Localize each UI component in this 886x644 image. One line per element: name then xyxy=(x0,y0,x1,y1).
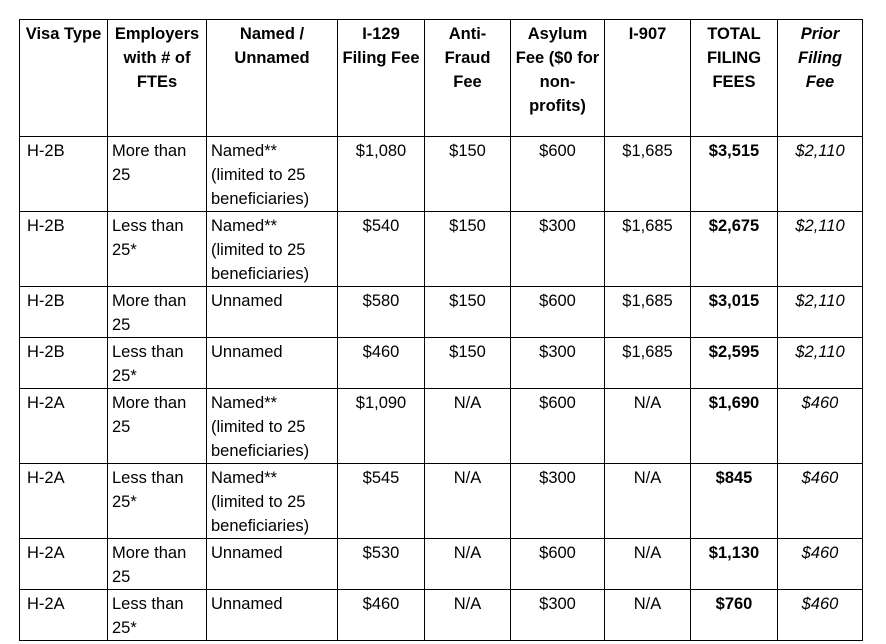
cell-visa-type: H-2A xyxy=(20,389,108,464)
cell-named: Named** (limited to 25 beneficiaries) xyxy=(207,464,338,539)
cell-employers: Less than 25* xyxy=(108,212,207,287)
cell-asylum: $300 xyxy=(511,212,605,287)
cell-i907: $1,685 xyxy=(605,212,691,287)
cell-visa-type: H-2A xyxy=(20,464,108,539)
cell-prior-fee: $2,110 xyxy=(778,338,863,389)
cell-prior-fee: $2,110 xyxy=(778,287,863,338)
cell-employers: More than 25 xyxy=(108,287,207,338)
cell-asylum: $600 xyxy=(511,137,605,212)
cell-named: Named** (limited to 25 beneficiaries) xyxy=(207,389,338,464)
cell-anti-fraud: N/A xyxy=(425,590,511,641)
header-prior-filing-fee: Prior Filing Fee xyxy=(778,20,863,137)
cell-i907: N/A xyxy=(605,590,691,641)
cell-i907: $1,685 xyxy=(605,338,691,389)
cell-employers: Less than 25* xyxy=(108,590,207,641)
cell-employers: Less than 25* xyxy=(108,338,207,389)
table-row xyxy=(20,287,863,338)
header-employers-ftes: Employers with # of FTEs xyxy=(108,20,207,137)
cell-asylum: $300 xyxy=(511,464,605,539)
cell-total: $760 xyxy=(691,590,778,641)
cell-anti-fraud: $150 xyxy=(425,212,511,287)
cell-anti-fraud: $150 xyxy=(425,338,511,389)
cell-named: Unnamed xyxy=(207,590,338,641)
cell-total: $3,515 xyxy=(691,137,778,212)
header-anti-fraud-fee: Anti-Fraud Fee xyxy=(425,20,511,137)
fee-table-container xyxy=(19,19,863,641)
cell-employers: More than 25 xyxy=(108,539,207,590)
cell-i907: N/A xyxy=(605,389,691,464)
cell-employers: More than 25 xyxy=(108,389,207,464)
cell-i907: N/A xyxy=(605,539,691,590)
table-row xyxy=(20,464,863,539)
cell-asylum: $300 xyxy=(511,338,605,389)
cell-prior-fee: $460 xyxy=(778,590,863,641)
header-visa-type: Visa Type xyxy=(20,20,108,137)
cell-anti-fraud: N/A xyxy=(425,539,511,590)
cell-asylum: $600 xyxy=(511,389,605,464)
table-row xyxy=(20,539,863,590)
cell-prior-fee: $460 xyxy=(778,389,863,464)
fee-table xyxy=(19,19,863,641)
table-row xyxy=(20,590,863,641)
cell-prior-fee: $2,110 xyxy=(778,137,863,212)
cell-named: Unnamed xyxy=(207,287,338,338)
header-asylum-fee: Asylum Fee ($0 for non-profits) xyxy=(511,20,605,137)
header-i907: I-907 xyxy=(605,20,691,137)
header-i129-fee: I-129 Filing Fee xyxy=(338,20,425,137)
cell-total: $3,015 xyxy=(691,287,778,338)
cell-total: $2,595 xyxy=(691,338,778,389)
cell-i129: $1,090 xyxy=(338,389,425,464)
cell-named: Unnamed xyxy=(207,338,338,389)
cell-visa-type: H-2B xyxy=(20,137,108,212)
cell-i907: $1,685 xyxy=(605,287,691,338)
cell-prior-fee: $460 xyxy=(778,464,863,539)
table-row xyxy=(20,212,863,287)
cell-anti-fraud: $150 xyxy=(425,137,511,212)
cell-visa-type: H-2B xyxy=(20,287,108,338)
cell-prior-fee: $2,110 xyxy=(778,212,863,287)
cell-employers: More than 25 xyxy=(108,137,207,212)
cell-total: $1,130 xyxy=(691,539,778,590)
header-named-unnamed: Named / Unnamed xyxy=(207,20,338,137)
cell-i129: $460 xyxy=(338,338,425,389)
cell-total: $845 xyxy=(691,464,778,539)
table-row xyxy=(20,338,863,389)
header-total-filing-fees: TOTAL FILING FEES xyxy=(691,20,778,137)
cell-asylum: $300 xyxy=(511,590,605,641)
table-row xyxy=(20,389,863,464)
cell-i907: N/A xyxy=(605,464,691,539)
cell-i907: $1,685 xyxy=(605,137,691,212)
cell-employers: Less than 25* xyxy=(108,464,207,539)
cell-visa-type: H-2A xyxy=(20,539,108,590)
table-row xyxy=(20,137,863,212)
cell-visa-type: H-2A xyxy=(20,590,108,641)
cell-anti-fraud: $150 xyxy=(425,287,511,338)
cell-asylum: $600 xyxy=(511,539,605,590)
cell-named: Named** (limited to 25 beneficiaries) xyxy=(207,212,338,287)
cell-total: $2,675 xyxy=(691,212,778,287)
cell-i129: $1,080 xyxy=(338,137,425,212)
cell-i129: $580 xyxy=(338,287,425,338)
cell-asylum: $600 xyxy=(511,287,605,338)
cell-prior-fee: $460 xyxy=(778,539,863,590)
cell-i129: $540 xyxy=(338,212,425,287)
cell-anti-fraud: N/A xyxy=(425,464,511,539)
cell-i129: $545 xyxy=(338,464,425,539)
cell-named: Named** (limited to 25 beneficiaries) xyxy=(207,137,338,212)
cell-total: $1,690 xyxy=(691,389,778,464)
cell-visa-type: H-2B xyxy=(20,212,108,287)
cell-i129: $460 xyxy=(338,590,425,641)
cell-i129: $530 xyxy=(338,539,425,590)
cell-named: Unnamed xyxy=(207,539,338,590)
header-row xyxy=(20,20,863,137)
cell-anti-fraud: N/A xyxy=(425,389,511,464)
cell-visa-type: H-2B xyxy=(20,338,108,389)
